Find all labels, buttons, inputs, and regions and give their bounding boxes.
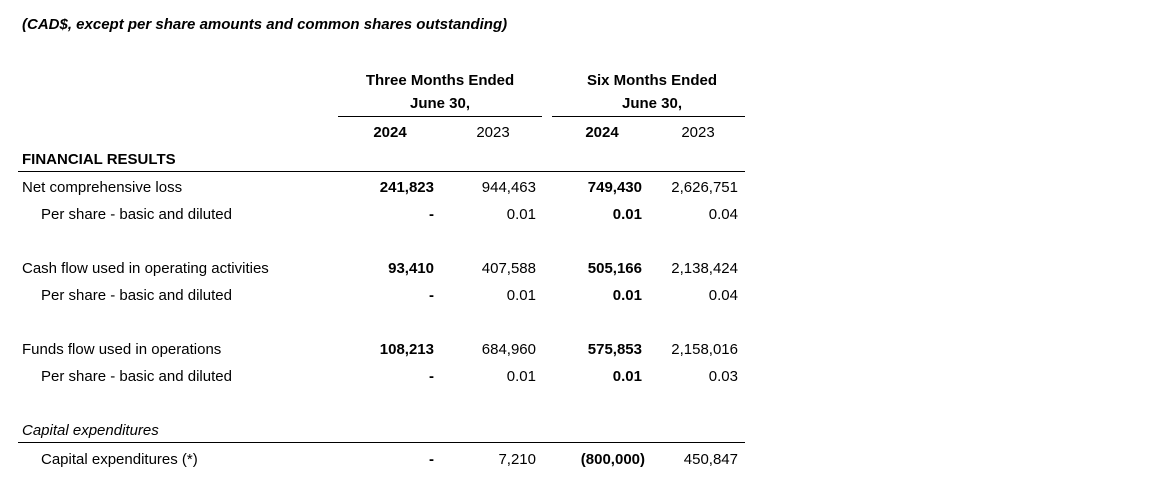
cell-ytd-2024: 575,853 xyxy=(587,341,642,358)
group-header-line2: June 30, xyxy=(621,95,683,112)
row-label: Capital expenditures (*) xyxy=(41,451,198,468)
row-label: Net comprehensive loss xyxy=(22,179,183,196)
cell-ytd-2023: 450,847 xyxy=(683,451,738,468)
cell-ytd-2023: 0.04 xyxy=(708,206,738,223)
cell-ytd-2024: 0.01 xyxy=(612,368,642,385)
year-header-q-2024: 2024 xyxy=(373,124,407,141)
cell-ytd-2023: 2,138,424 xyxy=(671,260,738,277)
section-title: FINANCIAL RESULTS xyxy=(22,151,176,168)
cell-q-2024: - xyxy=(429,287,434,304)
cell-ytd-2024: 505,166 xyxy=(587,260,642,277)
group-underline-three-months xyxy=(338,116,542,117)
cell-q-2024: 108,213 xyxy=(379,341,434,358)
row-label: Funds flow used in operations xyxy=(22,341,222,358)
group-header-line1: Three Months Ended xyxy=(365,72,515,89)
cell-q-2024: 93,410 xyxy=(388,260,434,277)
cell-q-2023: 0.01 xyxy=(506,287,536,304)
cell-q-2024: - xyxy=(429,368,434,385)
group-header-line2: June 30, xyxy=(409,95,471,112)
row-label: Per share - basic and diluted xyxy=(41,287,232,304)
cell-ytd-2024: (800,000) xyxy=(580,451,645,468)
cell-ytd-2023: 0.03 xyxy=(708,368,738,385)
year-header-q-2023: 2023 xyxy=(476,124,510,141)
row-label: Per share - basic and diluted xyxy=(41,206,232,223)
cell-ytd-2024: 0.01 xyxy=(612,206,642,223)
cell-q-2023: 684,960 xyxy=(481,341,536,358)
cell-ytd-2024: 749,430 xyxy=(587,179,642,196)
cell-ytd-2024: 0.01 xyxy=(612,287,642,304)
group-underline-six-months xyxy=(552,116,745,117)
year-header-ytd-2023: 2023 xyxy=(681,124,715,141)
capex-section-title: Capital expenditures xyxy=(22,422,159,439)
cell-q-2023: 0.01 xyxy=(506,368,536,385)
group-header-six-months xyxy=(552,72,752,112)
cell-q-2024: 241,823 xyxy=(379,179,434,196)
cell-q-2024: - xyxy=(429,451,434,468)
group-header-line1: Six Months Ended xyxy=(586,72,717,89)
table-subtitle: (CAD$, except per share amounts and common shares outstanding) xyxy=(22,16,508,33)
cell-ytd-2023: 2,626,751 xyxy=(671,179,738,196)
cell-q-2023: 7,210 xyxy=(498,451,536,468)
cell-q-2024: - xyxy=(429,206,434,223)
capex-section-rule xyxy=(18,442,745,443)
year-header-ytd-2024: 2024 xyxy=(585,124,619,141)
group-header-three-months xyxy=(338,72,542,112)
cell-ytd-2023: 2,158,016 xyxy=(671,341,738,358)
cell-q-2023: 0.01 xyxy=(506,206,536,223)
cell-q-2023: 407,588 xyxy=(481,260,536,277)
row-label: Per share - basic and diluted xyxy=(41,368,232,385)
section-rule xyxy=(18,171,745,172)
cell-q-2023: 944,463 xyxy=(481,179,536,196)
cell-ytd-2023: 0.04 xyxy=(708,287,738,304)
row-label: Cash flow used in operating activities xyxy=(22,260,269,277)
